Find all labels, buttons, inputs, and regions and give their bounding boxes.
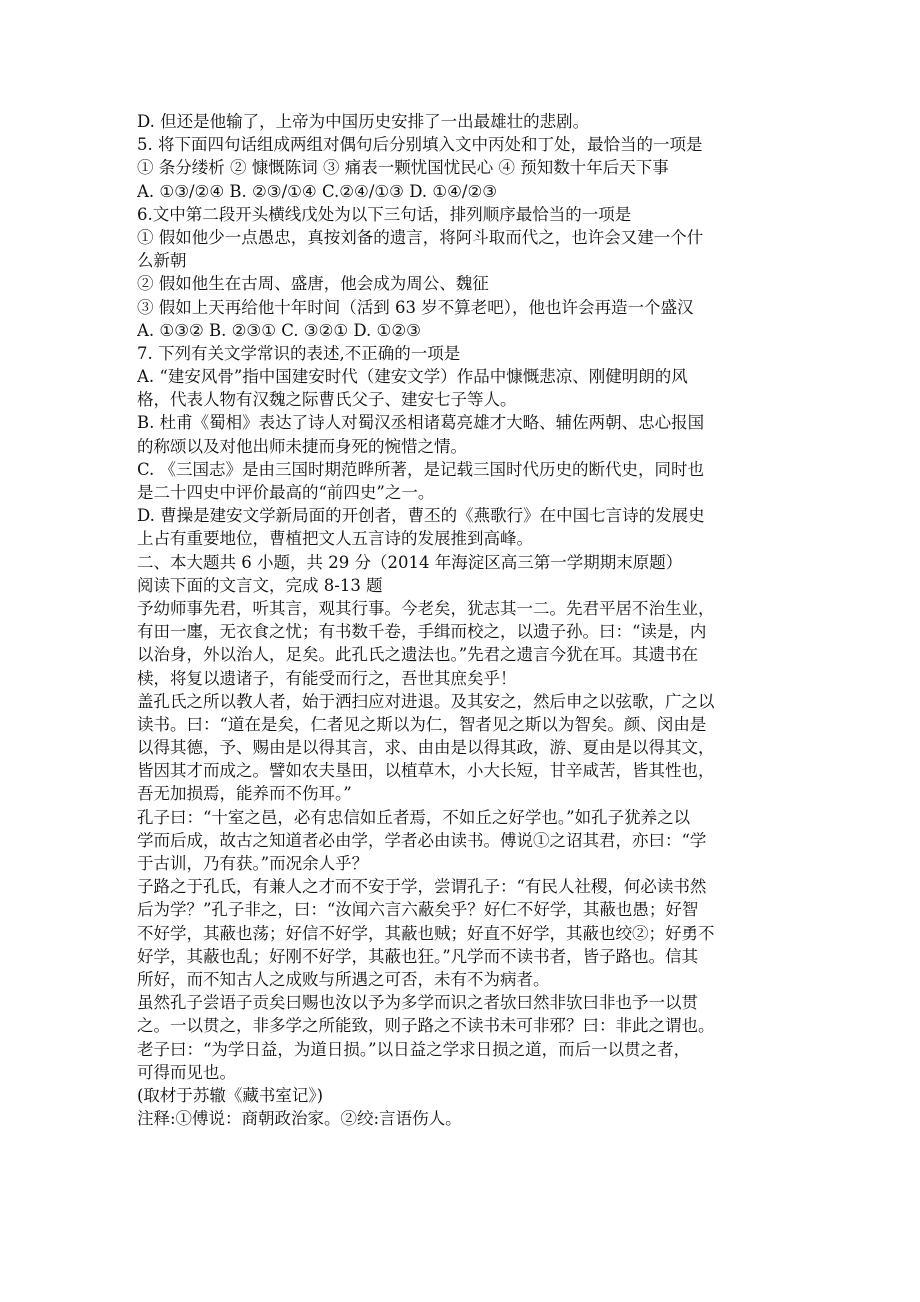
text-line: 孔子曰：“十室之邑，必有忠信如丘者焉，不如丘之好学也。”如孔子犹养之以 xyxy=(137,807,691,827)
text-line: 老子曰：“为学日益，为道日损。”以日益之学求日损之道，而后一以贯之者， xyxy=(137,1039,691,1059)
text-line: 子路之于孔氏，有兼人之才而不安于学，尝谓孔子：“有民人社稷，何必读书然 xyxy=(137,877,707,897)
text-line: 不好学，其蔽也荡；好信不好学，其蔽也贼；好直不好学，其蔽也绞②；好勇不 xyxy=(137,923,715,943)
footnote: 注释:①傅说：商朝政治家。②绞:言语伤人。 xyxy=(137,1109,462,1129)
text-line: 学而后成，故古之知道者必由学，学者必由读书。傅说①之诏其君，亦曰：“学 xyxy=(137,830,707,850)
text-line: ② 假如他生在古周、盛唐，他会成为周公、魏征 xyxy=(137,274,489,294)
text-line: 5. 将下面四句话组成两组对偶句后分别填入文中丙处和丁处，最恰当的一项是 xyxy=(137,135,703,155)
text-line: 格，代表人物有汉魏之际曹氏父子、建安七子等人。 xyxy=(137,390,517,410)
text-line: ① 条分缕析 ② 慷慨陈词 ③ 痛表一颗忧国忧民心 ④ 预知数十年后天下事 xyxy=(137,158,669,178)
text-line: 吾无加损焉，能养而不伤耳。” xyxy=(137,784,352,804)
text-line: C. 《三国志》是由三国时期范晔所著，是记载三国时代历史的断代史，同时也 xyxy=(137,459,705,479)
text-line: 予幼师事先君，听其言，观其行事。今老矣，犹志其一二。先君平居不治生业， xyxy=(137,598,715,618)
text-line: A. ①③/②④ B. ②③/①④ C.②④/①③ D. ①④/②③ xyxy=(137,181,498,201)
source-citation: (取材于苏辙《藏书室记》) xyxy=(137,1085,324,1105)
text-line: 以治身，外以治人，足矣。此孔氏之遗法也。”先君之遗言今犹在耳。其遗书在 xyxy=(137,645,699,665)
text-line: 所好，而不知古人之成败与所遇之可否，未有不为病者。 xyxy=(137,969,550,989)
text-line: D. 但还是他输了，上帝为中国历史安排了一出最雄壮的悲剧。 xyxy=(137,112,590,131)
text-line: B. 杜甫《蜀相》表达了诗人对蜀汉丞相诸葛亮雄才大略、辅佐两朝、忠心报国 xyxy=(137,413,705,433)
section-heading: 二、本大题共 6 小题，共 29 分（2014 年海淀区高三第一学期期末原题） xyxy=(137,552,683,572)
text-line: 可得而见也。 xyxy=(137,1062,236,1082)
text-line: 上占有重要地位，曹植把文人五言诗的发展推到高峰。 xyxy=(137,529,533,549)
text-line: 盖孔氏之所以教人者，始于洒扫应对进退。及其安之，然后申之以弦歌，广之以 xyxy=(137,691,715,711)
text-line: ① 假如他少一点愚忠，真按刘备的遗言，将阿斗取而代之，也许会又建一个什 xyxy=(137,227,704,247)
text-line: 么新朝 xyxy=(137,251,187,271)
text-line: D. 曹操是建安文学新局面的开创者，曹丕的《燕歌行》在中国七言诗的发展史 xyxy=(137,506,705,526)
text-line: A. ①③② B. ②③① C. ③②① D. ①②③ xyxy=(137,320,421,340)
text-line: 后为学？”孔子非之，曰：“汝闻六言六蔽矣乎？好仁不好学，其蔽也愚；好智 xyxy=(137,900,699,920)
text-line: 6.文中第二段开头横线戊处为以下三句话，排列顺序最恰当的一项是 xyxy=(137,204,632,224)
text-line: 有田一廛，无衣食之忧；有书数千卷，手缉而校之，以遗子孙。曰：“读是，内 xyxy=(137,622,707,642)
text-line: 是二十四史中评价最高的“前四史”之一。 xyxy=(137,483,435,502)
document-page xyxy=(137,110,787,1130)
text-line: 皆因其才而成之。譬如农夫垦田，以植草木，小大长短，甘辛咸苦，皆其性也， xyxy=(137,761,715,781)
text-line: 读书。曰：“道在是矣，仁者见之斯以为仁，智者见之斯以为智矣。颜、闵由是 xyxy=(137,714,707,734)
text-line: 的称颂以及对他出师未捷而身死的惋惜之情。 xyxy=(137,436,467,456)
text-line: 好学，其蔽也乱；好刚不好学，其蔽也狂。”凡学而不读书者，皆子路也。信其 xyxy=(137,946,699,966)
text-line: ③ 假如上天再给他十年时间（活到 63 岁不算老吧），他也许会再造一个盛汉 xyxy=(137,297,694,317)
text-line: 虽然孔子尝语子贡矣曰赐也汝以予为多学而识之者欤曰然非欤曰非也予一以贯 xyxy=(137,993,698,1013)
text-line: 之。一以贯之，非多学之所能致，则子路之不读书未可非邪？曰：非此之谓也。 xyxy=(137,1016,715,1036)
text-line: 阅读下面的文言文，完成 8-13 题 xyxy=(137,575,383,595)
text-line: 7. 下列有关文学常识的表述,不正确的一项是 xyxy=(137,343,461,363)
text-line: A. “建安风骨”指中国建安时代（建安文学）作品中慷慨悲凉、刚健明朗的风 xyxy=(137,367,688,387)
text-line: 于古训，乃有获。”而况余人乎？ xyxy=(137,854,369,873)
text-line: 以得其德，予、赐由是以得其言，求、由由是以得其政，游、夏由是以得其文， xyxy=(137,738,715,758)
text-line: 椟，将复以遗诸子，有能受而行之，吾世其庶矣乎！ xyxy=(137,668,517,688)
